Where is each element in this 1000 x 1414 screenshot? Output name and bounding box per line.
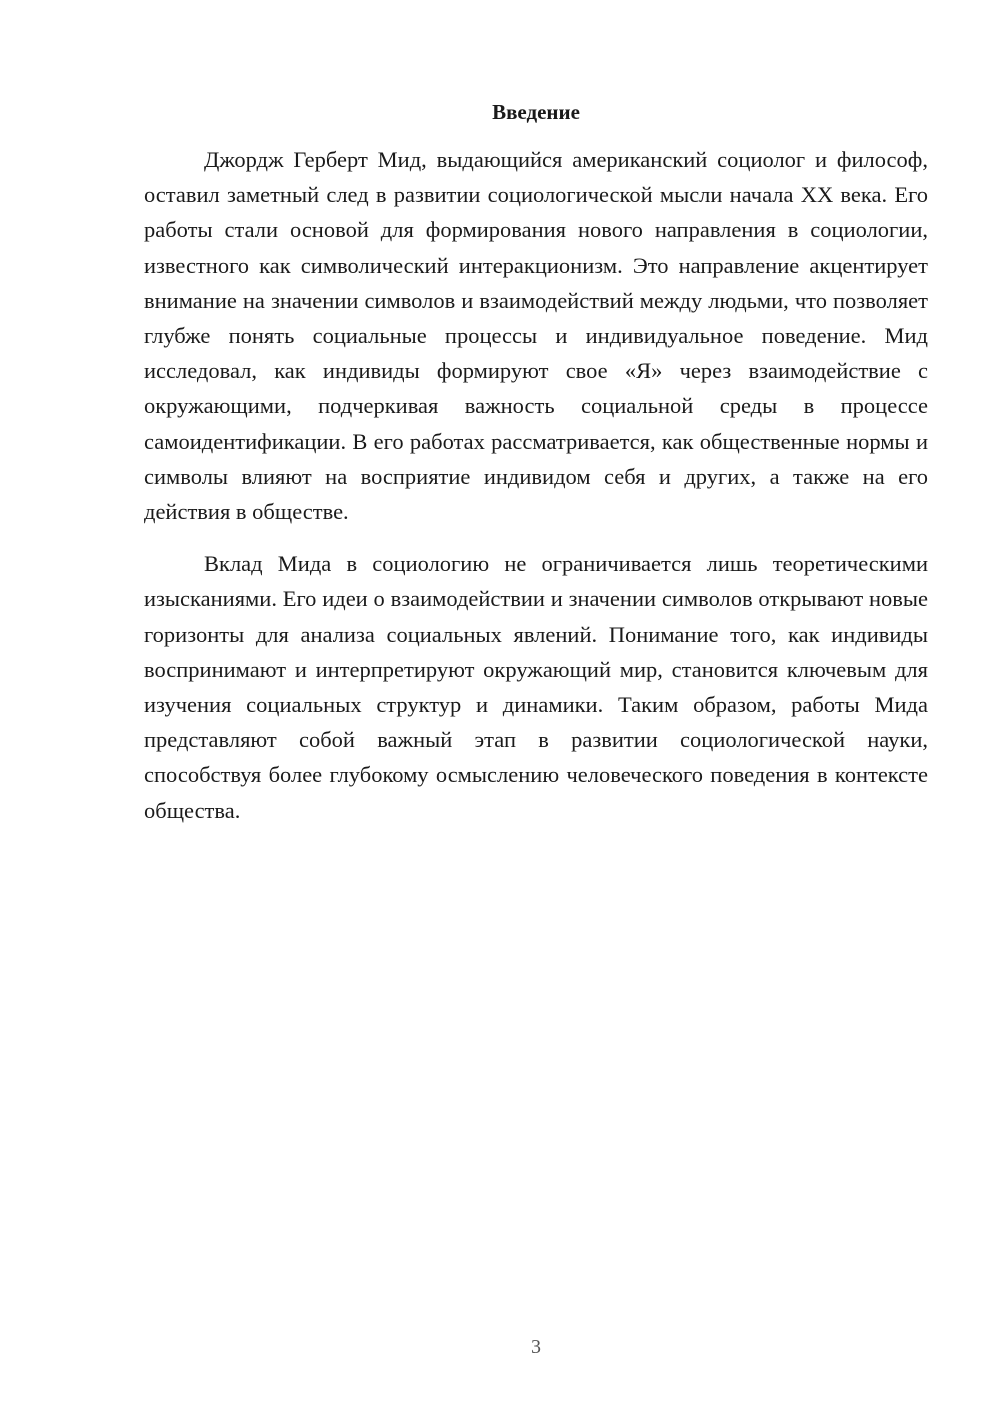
page-number: 3 [531,1336,541,1358]
page-title: Введение [492,100,580,124]
document-body [144,142,928,828]
paragraph-2: Вклад Мида в социологию не ограничивается лишь теоретическими изысканиями. Его идеи о взаимодействии и значении символов открывают новые горизонты для анализа социальных явлений. Понимание того, как индивиды воспринимают и интерпретируют окружающий мир, становится ключевым для изучения социальных структур и динамики. Таким образом, работы Мида представляют собой важный этап в развитии социологической науки, способствуя более глубокому осмыслению человеческого поведения в контексте общества. [144,551,928,823]
paragraph-1: Джордж Герберт Мид, выдающийся американский социолог и философ, оставил заметный след в развитии социологической мысли начала XX века. Его работы стали основой для формирования нового направления в социологии, известного как символический интеракционизм. Это направление акцентирует внимание на значении символов и взаимодействий между людьми, что позволяет глубже понять социальные процессы и индивидуальное поведение. Мид исследовал, как индивиды формируют свое «Я» через взаимодействие с окружающими, подчеркивая важность социальной среды в процессе самоидентификации. В его работах рассматривается, как общественные нормы и символы влияют на восприятие индивидом себя и других, а также на его действия в обществе. [144,147,928,525]
